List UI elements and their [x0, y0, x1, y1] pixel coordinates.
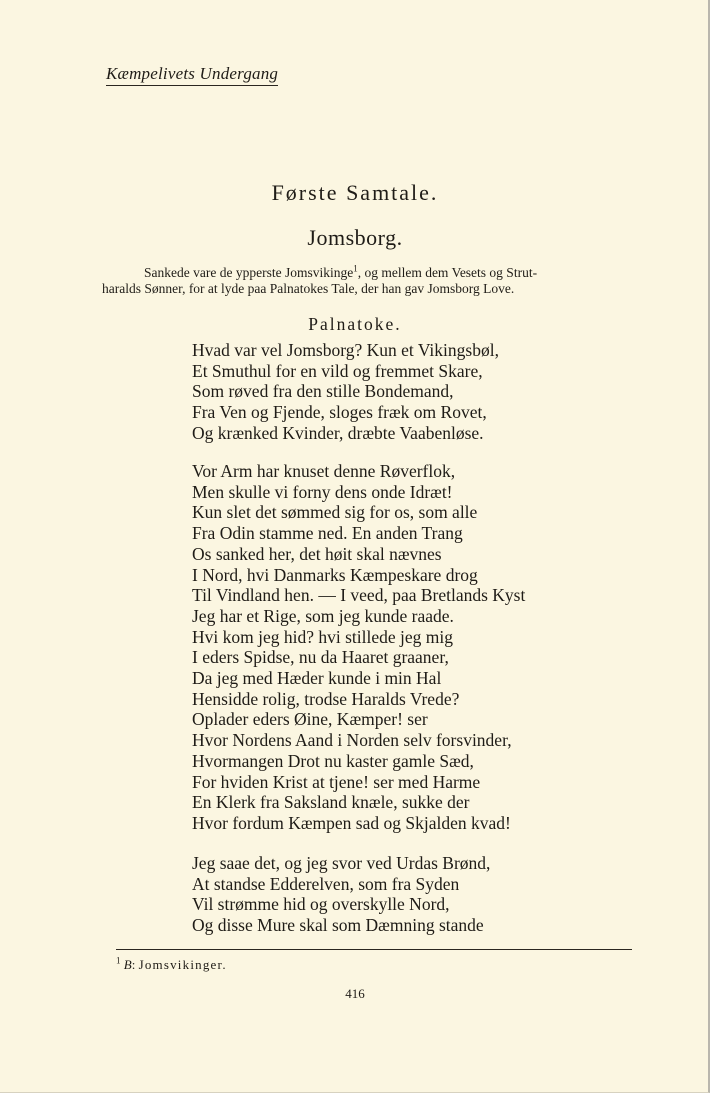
footnote-reference: B [123, 957, 132, 972]
verse-line: Og krænked Kvinder, dræbte Vaabenløse. [192, 422, 484, 443]
subtitle: Jomsborg. [307, 225, 403, 250]
intro-line-1 [116, 265, 640, 281]
verse-line: I Nord, hvi Danmarks Kæmpeskare drog [192, 564, 478, 585]
verse-line: Fra Ven og Fjende, sloges fræk om Rovet, [192, 402, 487, 423]
speaker-name: Palnatoke. [308, 314, 402, 334]
intro-paragraph [102, 263, 640, 297]
stanza-1 [192, 340, 632, 444]
verse-line: At standse Edderelven, som fra Syden [192, 873, 460, 894]
footnote-marker: 1 [353, 263, 358, 274]
running-head: Kæmpelivets Undergang [106, 64, 278, 86]
verse-line: Os sanked her, det høit skal nævnes [192, 543, 442, 564]
page-number: 416 [345, 986, 365, 1001]
intro-line-2: haralds Sønner, for at lyde paa Palnatokes Tale, der han gav Jomsborg Love. [102, 281, 515, 296]
verse-line: Men skulle vi forny dens onde Idræt! [192, 481, 453, 502]
verse-line: Jeg saae det, og jeg svor ved Urdas Brønd, [192, 853, 491, 873]
verse-line: Og disse Mure skal som Dæmning stande [192, 915, 484, 936]
intro-text-a: Sankede vare de ypperste Jomsvikinge [144, 265, 354, 280]
verse-line: For hviden Krist at tjene! ser med Harme [192, 771, 481, 792]
verse-line: Hvor Nordens Aand i Norden selv forsvinder, [192, 730, 512, 751]
intro-text-b: , og mellem dem Vesets og Strut- [357, 265, 538, 280]
verse-line: Hvi kom jeg hid? hvi stillede jeg mig [192, 626, 454, 647]
verse-line: Et Smuthul for en vild og fremmet Skare, [192, 360, 483, 381]
section-title: Første Samtale. [271, 180, 439, 205]
verse-line: Kun slet det sømmed sig for os, som alle [192, 502, 478, 523]
verse-line: Da jeg med Hæder kunde i min Hal [192, 668, 442, 689]
footnote-text: Jomsvikinger. [138, 957, 227, 972]
verse-line: I eders Spidse, nu da Haaret graaner, [192, 647, 449, 668]
verse-line: Til Vindland hen. — I veed, paa Bretlands Kyst [192, 585, 526, 606]
verse-line: Hensidde rolig, trodse Haralds Vrede? [192, 688, 460, 709]
stanza-2 [192, 461, 632, 834]
stanza-3 [192, 853, 632, 936]
verse-line: Jeg har et Rige, som jeg kunde raade. [192, 605, 454, 626]
verse-line: Som røved fra den stille Bondemand, [192, 381, 454, 402]
footnote-separator: : [131, 957, 136, 972]
verse-line: Hvor fordum Kæmpen sad og Skjalden kvad! [192, 812, 511, 833]
verse-line: En Klerk fra Saksland knæle, sukke der [192, 792, 470, 813]
verse-line: Oplader eders Øine, Kæmper! ser [192, 709, 428, 730]
footnote-divider [116, 949, 632, 950]
verse-line: Hvad var vel Jomsborg? Kun et Vikingsbøl, [192, 340, 499, 360]
verse-line: Vor Arm har knuset denne Røverflok, [192, 461, 456, 481]
footnote [116, 957, 227, 973]
verse-line: Hvormangen Drot nu kaster gamle Sæd, [192, 750, 474, 771]
verse-line: Fra Odin stamme ned. En anden Trang [192, 523, 463, 544]
footnote-number: 1 [116, 955, 121, 966]
verse-line: Vil strømme hid og overskylle Nord, [192, 894, 450, 915]
